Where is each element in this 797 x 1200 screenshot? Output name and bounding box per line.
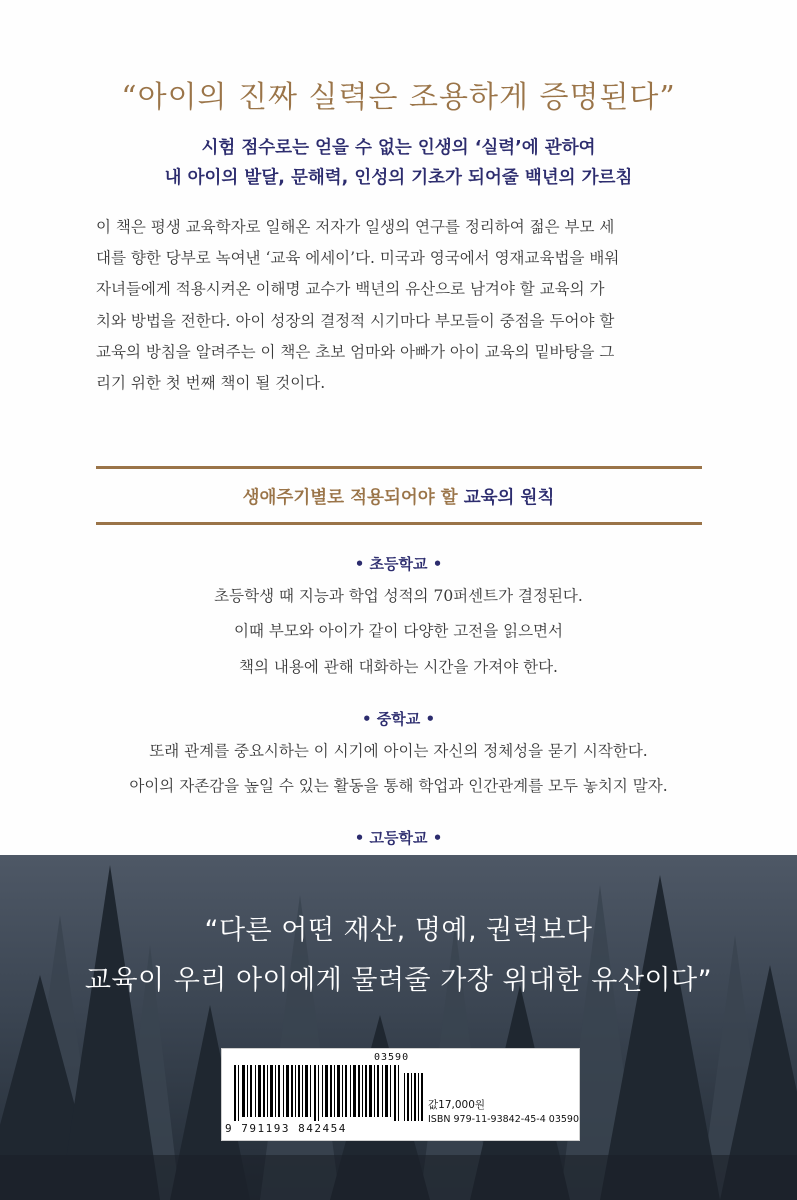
section-title-part2: 교육의 원칙 (463, 488, 555, 508)
headline-quote: “아이의 진짜 실력은 조용하게 증명된다” (121, 80, 676, 115)
barcode-addon-number: 03590 (374, 1052, 410, 1063)
stage-line: 이때 부모와 아이가 같이 다양한 고전을 읽으면서 (233, 622, 564, 640)
forest-background-image (0, 855, 797, 1200)
pine-trees-illustration (0, 855, 797, 1200)
isbn-label: ISBN 979-11-93842-45-4 03590 (428, 1114, 580, 1125)
stage-line: 초등학생 때 지능과 학업 성적의 70퍼센트가 결정된다. (214, 587, 583, 605)
description-line: 치와 방법을 전한다. 아이 성장의 결정적 시기마다 부모들이 중점을 두어야 할 (96, 311, 615, 330)
barcode-label (221, 1048, 580, 1141)
stage-line: 또래 관계를 중요시하는 이 시기에 아이는 자신의 정체성을 묻기 시작한다. (149, 742, 648, 760)
description-line: 리기 위한 첫 번째 책이 될 것이다. (96, 374, 326, 393)
description-line: 자녀들에게 적용시켜온 이해명 교수가 백년의 유산으로 남겨야 할 교육의 가 (96, 280, 605, 299)
stage-line: 책의 내용에 관해 대화하는 시간을 가져야 한다. (239, 658, 558, 676)
quote-line-1: “다른 어떤 재산, 명예, 권력보다 (204, 915, 593, 946)
barcode-number: 9 791193 842454 (225, 1122, 347, 1135)
quote-line-2: 교육이 우리 아이에게 물려줄 가장 위대한 유산이다” (84, 965, 713, 996)
stage-label-high: • 고등학교 • (354, 829, 443, 847)
barcode-bars (234, 1065, 424, 1121)
description-line: 대를 향한 당부로 녹여낸 ‘교육 에세이’다. 미국과 영국에서 영재교육법을 배워 (96, 249, 620, 268)
description-line: 이 책은 평생 교육학자로 일해온 저자가 일생의 연구를 정리하여 젊은 부모 세 (96, 218, 615, 236)
description-line: 교육의 방침을 알려주는 이 책은 초보 엄마와 아빠가 아이 교육의 밑바탕을 그 (96, 342, 615, 361)
subheading-1: 시험 점수로는 얻을 수 없는 인생의 ‘실력’에 관하여 (201, 138, 596, 158)
divider-bottom (96, 522, 702, 525)
section-title-part1: 생애주기별로 적용되어야 할 (242, 488, 458, 508)
section-title (0, 484, 797, 509)
stage-line: 아이의 자존감을 높일 수 있는 활동을 통해 학업과 인간관계를 모두 놓치지 말자. (129, 777, 668, 795)
stage-label-elementary: • 초등학교 • (354, 555, 443, 573)
book-description (96, 212, 704, 399)
divider-top (96, 466, 702, 469)
subheading-2: 내 아이의 발달, 문해력, 인성의 기초가 되어줄 백년의 가르침 (164, 168, 633, 188)
stage-label-middle: • 중학교 • (361, 710, 436, 728)
price-label: 값17,000원 (428, 1099, 486, 1111)
